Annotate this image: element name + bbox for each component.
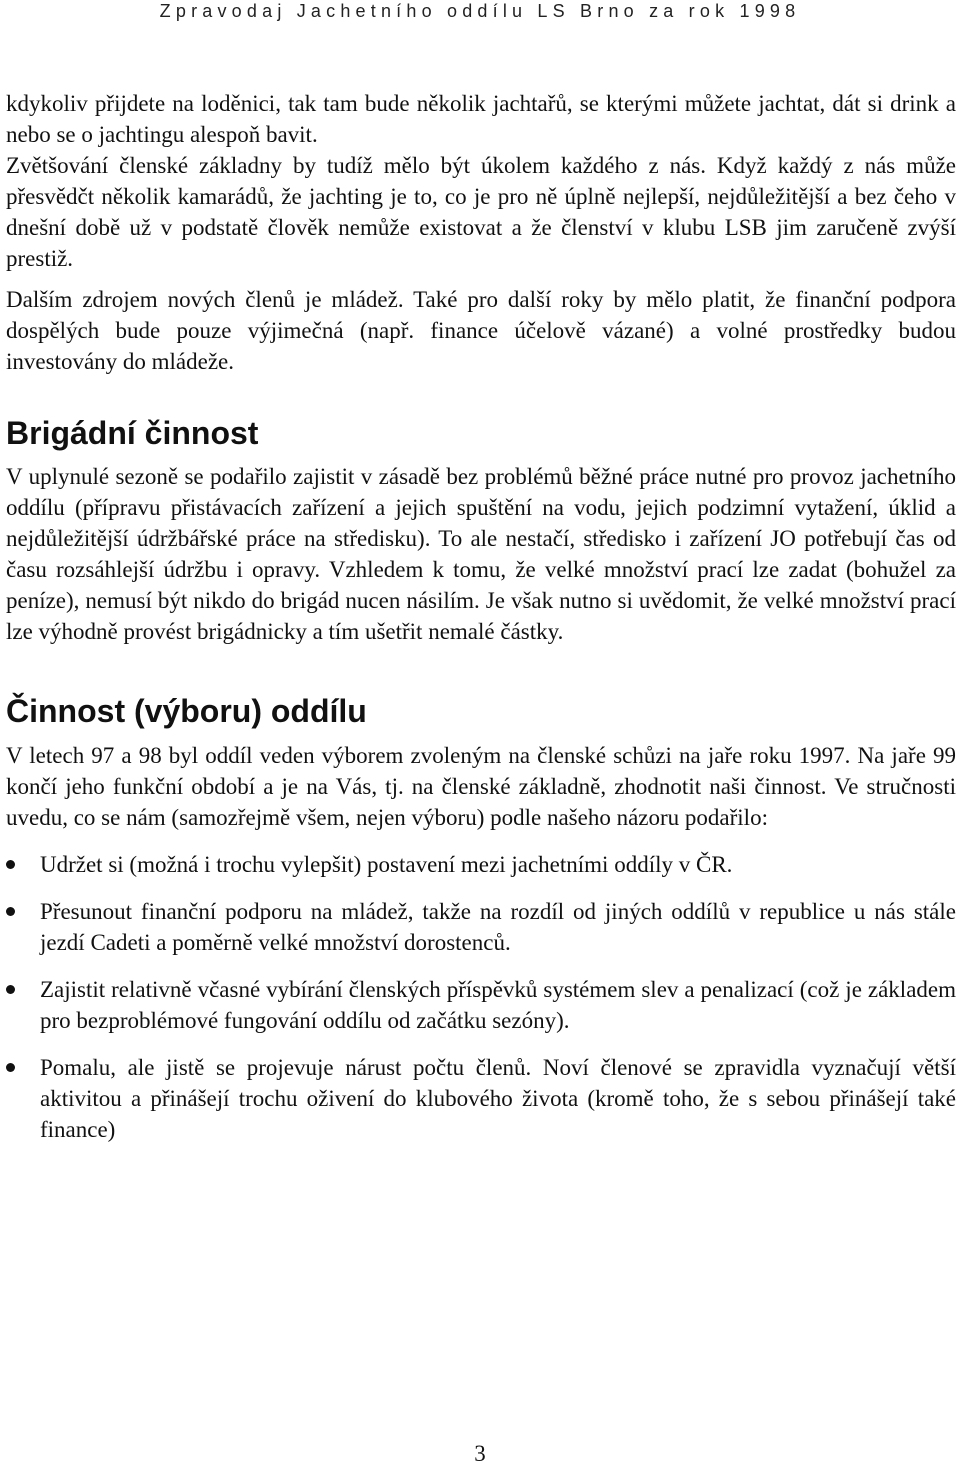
bullet-icon (6, 860, 15, 869)
brigadni-paragraph: V uplynulé sezoně se podařilo zajistit v zásadě bez problémů běžné práce nutné pro provoz jachetního oddílu (přípravu přistávacích zařízení a jejich spuštění na vodu, jejich podzimní vytažení, úklid a nejdůležitější údržbářské práce na středisku). To ale nestačí, středisko i zařízení JO potřebují čas od času rozsáhlejší údržbu i opravy. Vzhledem k tomu, že velké množství prací lze zadat (bohužel za peníze), nemusí být nikdo do brigád nucen násilím. Je však nutno si uvědomit, že velké množství prací lze výhodně provést brigádnicky a tím ušetřit nemalé částky. (6, 464, 956, 644)
list-item-text: Přesunout finanční podporu na mládež, takže na rozdíl od jiných oddílů v republice u nás stále jezdí Cadeti a poměrně velké množství dorostenců. (40, 899, 956, 955)
bullet-icon (6, 1063, 15, 1072)
bullet-icon (6, 907, 15, 916)
list-item-text: Zajistit relativně včasné vybírání členských příspěvků systémem slev a penalizací (což je základem pro bezproblémové fungování oddílu od začátku sezóny). (40, 977, 956, 1033)
cinnost-paragraph: V letech 97 a 98 byl oddíl veden výborem zvoleným na členské schůzi na jaře roku 1997. Na jaře 99 končí jeho funkční období a je na Vás, tj. na členské základně, zhodnotit naši činnost. Ve stručnosti uvedu, co se nám (samozřejmě všem, nejen výboru) podle našeho názoru podařilo: (6, 743, 956, 830)
intro-paragraph-1: kdykoliv přijdete na loděnici, tak tam bude několik jachtařů, se kterými můžete jachtat, dát si drink a nebo se o jachtingu alespoň bavit. (6, 91, 956, 147)
intro-paragraph-3: Dalším zdrojem nových členů je mládež. Také pro další roky by mělo platit, že finanční podpora dospělých bude pouze výjimečná (např. finance účelově vázané) a volné prostředky budou investovány do mládeže. (6, 287, 956, 374)
bullet-icon (6, 985, 15, 994)
list-item (6, 849, 956, 880)
page-header: Zpravodaj Jachetního oddílu LS Brno za rok 1998 (159, 1, 801, 21)
achievements-list (6, 849, 956, 1145)
document-body (6, 88, 956, 1161)
list-item-text: Udržet si (možná i trochu vylepšit) postavení mezi jachetními oddíly v ČR. (40, 852, 733, 877)
list-item (6, 1052, 956, 1145)
intro-paragraph-2: Zvětšování členské základny by tudíž mělo být úkolem každého z nás. Když každý z nás může přesvědčt několik kamarádů, že jachting je to, co je pro ně úplně nejlepší, nejdůležitější a bez čeho v dnešní době už v podstatě člověk nemůže existovat a že členství v klubu LSB jim zaručeně zvýší prestiž. (6, 153, 956, 271)
list-item (6, 896, 956, 958)
list-item-text: Pomalu, ale jistě se projevuje nárust počtu členů. Noví členové se zpravidla vyznačují větší aktivitou a přinášejí trochu oživení do klubového života (kromě toho, že s sebou přinášejí také finance) (40, 1055, 956, 1142)
section-heading-cinnost: Činnost (výboru) oddílu (6, 693, 367, 729)
page-number: 3 (474, 1441, 486, 1466)
section-heading-brigadni: Brigádní činnost (6, 415, 259, 451)
list-item (6, 974, 956, 1036)
